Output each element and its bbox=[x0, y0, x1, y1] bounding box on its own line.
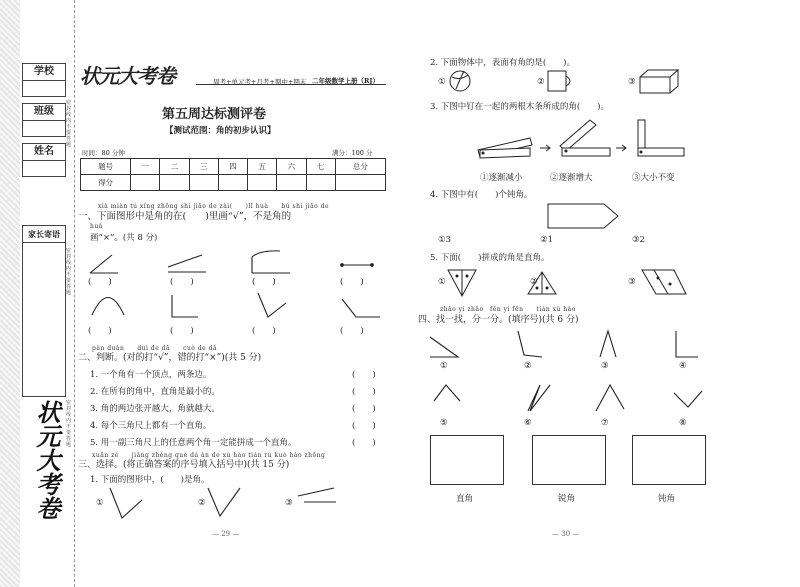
judge-item: 1. 一个角有一个顶点，两条边。 bbox=[90, 370, 212, 380]
answer-paren[interactable]: ( ) bbox=[88, 277, 112, 287]
class-field[interactable] bbox=[22, 103, 66, 137]
q4-figure bbox=[546, 202, 626, 232]
q5-option[interactable]: ① bbox=[438, 277, 446, 287]
ball-icon bbox=[450, 71, 470, 91]
section4-pinyin: zhǎo yi zhǎo fēn yi fēn tián xù hào bbox=[440, 306, 576, 313]
score-header: 七 bbox=[306, 159, 335, 175]
answer-paren[interactable]: ( ) bbox=[252, 326, 276, 336]
answer-paren[interactable]: ( ) bbox=[252, 277, 276, 287]
section1-pinyin2: huà bbox=[90, 223, 103, 230]
acute-angle-box[interactable] bbox=[532, 435, 606, 485]
exam-time: 时间：80 分钟 bbox=[82, 149, 125, 157]
score-cell[interactable] bbox=[335, 175, 385, 191]
q3-figures bbox=[470, 118, 700, 178]
answer-paren[interactable]: ( ) bbox=[88, 326, 112, 336]
answer-paren[interactable]: ( ) bbox=[340, 277, 364, 287]
obtuse-angle-label: 钝角 bbox=[658, 494, 676, 504]
q4-text: 4. 下图中有( )个钝角。 bbox=[430, 190, 533, 200]
section4-title: 四、找一找，分一分。(填序号)(共 6 分) bbox=[418, 315, 579, 325]
answer-paren[interactable]: ( ) bbox=[170, 277, 194, 287]
section1-figures bbox=[80, 245, 400, 335]
score-cell[interactable] bbox=[248, 175, 277, 191]
obtuse-angle-box[interactable] bbox=[632, 435, 706, 485]
header-logo: 状元大考卷 bbox=[80, 64, 175, 88]
box-icon bbox=[640, 70, 678, 93]
judge-item: 2. 在所有的角中，直角是最小的。 bbox=[90, 387, 220, 397]
seal-note-2: 密封线内不要答题 bbox=[66, 248, 72, 296]
section2-pinyin: pàn duàn duì de dǎ cuò de dǎ bbox=[92, 345, 218, 352]
score-cell[interactable] bbox=[160, 175, 189, 191]
section1-title: 一、下面图形中是角的在( )里画“√”，不是角的 bbox=[78, 211, 292, 222]
score-header: 一 bbox=[131, 159, 160, 175]
section3-pinyin: xuǎn zé jiāng zhèng què dá àn de xù hào tián rù kuò hào zhōng bbox=[92, 452, 326, 459]
answer-paren[interactable]: ( ) bbox=[340, 326, 364, 336]
score-cell[interactable] bbox=[218, 175, 247, 191]
right-angle-box[interactable] bbox=[430, 435, 504, 485]
q2-text: 2. 下面物体中，表面有角的是( )。 bbox=[430, 58, 575, 68]
score-header: 三 bbox=[189, 159, 218, 175]
q2-objects bbox=[450, 67, 710, 97]
section2-title: 二、判断。(对的打“√”，错的打“×”)(共 5 分) bbox=[78, 353, 262, 363]
score-cell[interactable] bbox=[131, 175, 160, 191]
angle-label: ③ bbox=[601, 361, 609, 371]
q2-option[interactable]: ② bbox=[537, 77, 545, 87]
q5-option[interactable]: ③ bbox=[628, 277, 636, 287]
page-number-left: — 29 — bbox=[212, 530, 240, 538]
q5-text: 5. 下面( )拼成的角是直角。 bbox=[430, 253, 550, 263]
score-header: 四 bbox=[218, 159, 247, 175]
q3-option[interactable]: ③大小不变 bbox=[632, 173, 675, 183]
q2-option[interactable]: ① bbox=[438, 77, 446, 87]
section1-title-cont: 画“×”。(共 8 分) bbox=[90, 233, 158, 243]
score-header: 题号 bbox=[81, 159, 131, 175]
q3-option[interactable]: ②逐渐增大 bbox=[550, 173, 593, 183]
exam-scope: 【测试范围：角的初步认识】 bbox=[165, 126, 276, 136]
name-label: 姓名 bbox=[23, 144, 65, 161]
header-series: 周考+单元考+月考+期中+期末 bbox=[213, 78, 307, 86]
section1-pinyin: xià miàn tú xíng zhōng shì jiǎo de zài( )lǐ huà bú shì jiǎo de bbox=[98, 203, 330, 210]
parent-comment-box[interactable] bbox=[22, 225, 66, 397]
q5-figures bbox=[446, 268, 706, 300]
class-label: 班级 bbox=[23, 104, 65, 121]
q3-option[interactable]: ①逐渐减小 bbox=[480, 173, 523, 183]
angle-label: ① bbox=[440, 361, 448, 371]
q5-option[interactable]: ② bbox=[530, 277, 538, 287]
name-field[interactable] bbox=[22, 143, 66, 177]
score-cell[interactable] bbox=[277, 175, 306, 191]
judge-item: 3. 角的两边张开越大，角就越大。 bbox=[90, 404, 220, 414]
score-header: 五 bbox=[248, 159, 277, 175]
strip-logo: 状元大考卷 bbox=[32, 400, 61, 520]
answer-paren[interactable]: ( ) bbox=[352, 421, 376, 431]
score-cell[interactable] bbox=[189, 175, 218, 191]
section3-title: 三、选择。(将正确答案的序号填入括号中)(共 15 分) bbox=[78, 460, 290, 470]
score-header: 二 bbox=[160, 159, 189, 175]
answer-paren[interactable]: ( ) bbox=[352, 370, 376, 380]
angle-label: ⑧ bbox=[679, 418, 687, 428]
page-number-right: — 30 — bbox=[552, 530, 580, 538]
score-cell[interactable] bbox=[306, 175, 335, 191]
seal-note-3: 密封线内不要答题 bbox=[66, 400, 72, 448]
score-header: 总分 bbox=[335, 159, 385, 175]
angle-label: ② bbox=[524, 361, 532, 371]
section4-angles bbox=[420, 325, 720, 435]
angle-label: ⑥ bbox=[524, 418, 532, 428]
q4-option[interactable]: ③2 bbox=[632, 235, 646, 245]
judge-item: 5. 用一副三角尺上的任意两个角一定能拼成一个直角。 bbox=[90, 438, 297, 448]
binding-pattern bbox=[0, 0, 20, 587]
score-header: 六 bbox=[277, 159, 306, 175]
score-table bbox=[80, 158, 386, 191]
q1-option[interactable]: ③ bbox=[285, 498, 293, 508]
q2-option[interactable]: ③ bbox=[628, 77, 636, 87]
right-angle-label: 直角 bbox=[456, 494, 474, 504]
header-rule bbox=[196, 84, 386, 85]
q1-text: 1. 下面的图形中，( )是角。 bbox=[90, 475, 210, 485]
answer-paren[interactable]: ( ) bbox=[352, 404, 376, 414]
score-row-label: 得分 bbox=[81, 175, 131, 191]
seal-note-1: 密封线内不要答题 bbox=[66, 100, 72, 148]
angle-label: ④ bbox=[679, 361, 687, 371]
angle-label: ⑦ bbox=[601, 418, 609, 428]
school-label: 学校 bbox=[23, 64, 65, 81]
q1-option[interactable]: ② bbox=[198, 498, 206, 508]
seal-line bbox=[74, 0, 76, 587]
exam-full-score: 满分：100 分 bbox=[332, 149, 373, 157]
q3-text: 3. 下图中钉在一起的两根木条所成的角( )。 bbox=[430, 102, 609, 112]
exam-title: 第五周达标测评卷 bbox=[162, 107, 267, 122]
q4-option[interactable]: ①3 bbox=[438, 235, 452, 245]
judge-item: 4. 每个三角尺上都有一个直角。 bbox=[90, 421, 212, 431]
parent-comment-label: 家长寄语 bbox=[23, 226, 65, 243]
cup-icon bbox=[548, 71, 566, 91]
q1-option[interactable]: ① bbox=[96, 498, 104, 508]
answer-paren[interactable]: ( ) bbox=[352, 387, 376, 397]
acute-angle-label: 锐角 bbox=[558, 494, 576, 504]
answer-paren[interactable]: ( ) bbox=[352, 438, 376, 448]
header-grade: 二年级数学上册（RJ） bbox=[312, 77, 379, 85]
answer-paren[interactable]: ( ) bbox=[170, 326, 194, 336]
q1-figures bbox=[100, 482, 400, 522]
q4-option[interactable]: ②1 bbox=[540, 235, 554, 245]
angle-label: ⑤ bbox=[440, 418, 448, 428]
school-field[interactable] bbox=[22, 63, 66, 97]
